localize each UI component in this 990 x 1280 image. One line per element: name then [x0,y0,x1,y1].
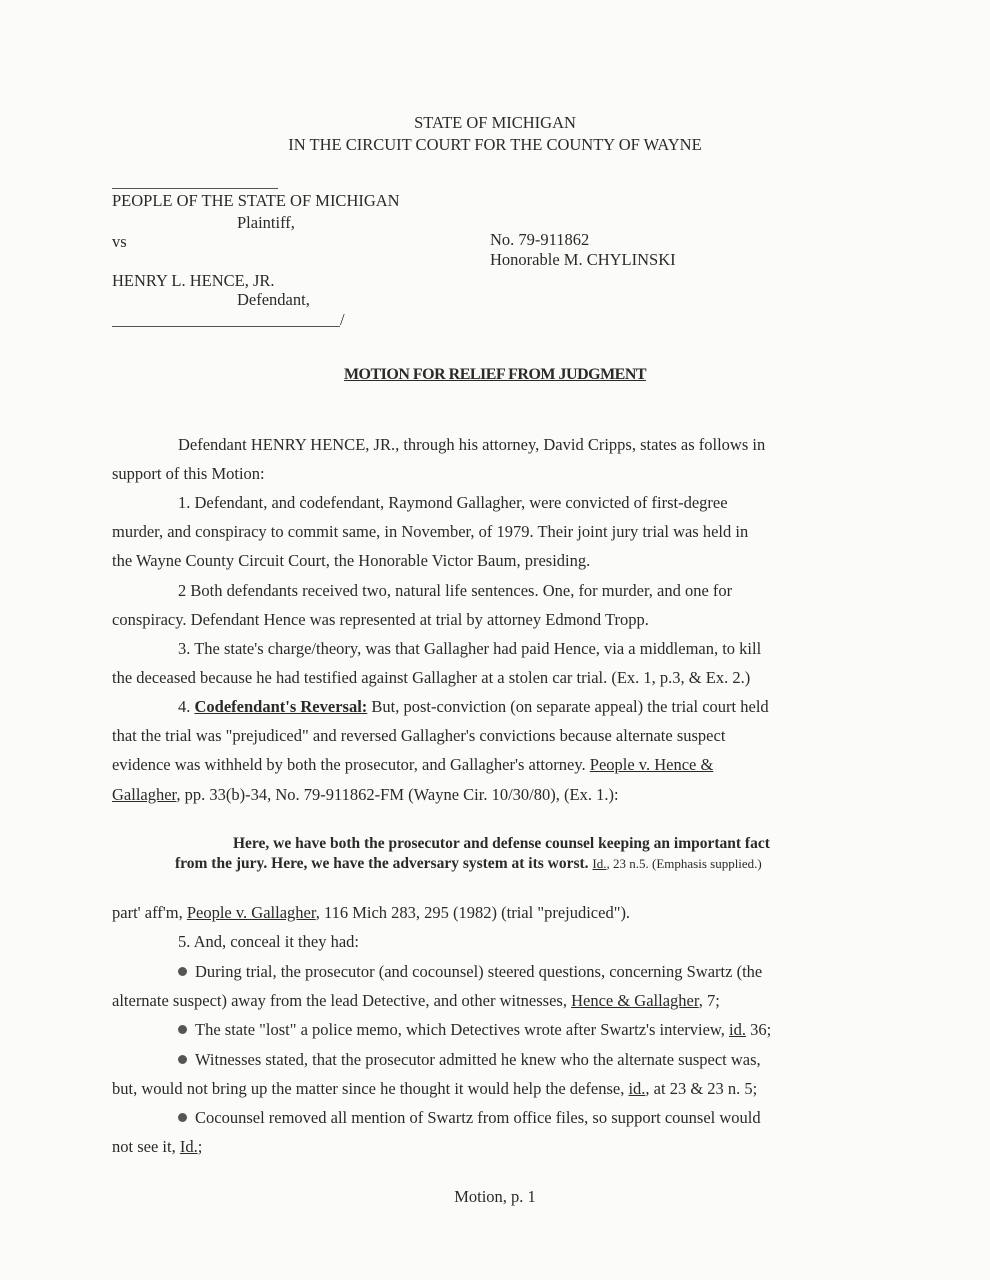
bullet-1-line-2 [112,986,852,1015]
page-footer: Motion, p. 1 [454,1187,536,1206]
p1-line-2: murder, and conspiracy to commit same, in November, of 1979. Their joint jury trial was held in [112,522,749,542]
bullet-icon [178,1055,187,1064]
intro-line-1: Defendant HENRY HENCE, JR., through his attorney, David Cripps, states as follows in [178,435,766,454]
p4-line-2: that the trial was "prejudiced" and reversed Gallagher's convictions because alternate suspect [112,726,726,746]
p3-line-2: the deceased because he had testified against Gallagher at a stolen car trial. (Ex. 1, p.3, & Ex. 2.) [112,668,751,688]
block-quote [175,834,855,874]
bullet-4-line-1 [112,1103,852,1132]
p2-line-2: conspiracy. Defendant Hence was represented at trial by attorney Edmond Tropp. [112,610,649,630]
bullet-3-text-2: but, would not bring up the matter since he thought it would help the defense, [112,1078,629,1098]
bullet-1-citation: Hence & Gallagher [571,991,699,1011]
paragraph-4 [112,692,852,809]
motion-title: MOTION FOR RELIEF FROM JUDGMENT [343,366,647,383]
court-header-state: STATE OF MICHIGAN [414,113,576,132]
bullet-1-text: During trial, the prosecutor (and cocounsel) steered questions, concerning Swartz (the [195,962,763,981]
defendant-name: HENRY L. HENCE, JR. [112,271,275,290]
quote-cite-id: Id. [592,856,607,871]
paragraph-5: 5. And, conceal it they had: [178,932,359,952]
intro-paragraph [112,430,852,488]
p4-line-1-text: But, post-conviction (on separate appeal) the trial court held [367,697,769,716]
caption-slash: / [340,310,345,329]
bullet-2-text: The state "lost" a police memo, which Detectives wrote after Swartz's interview, [195,1020,730,1040]
intro-line-2: support of this Motion: [112,464,265,484]
bullet-4-line-2 [112,1132,852,1161]
bullet-3-text: Witnesses stated, that the prosecutor admitted he knew who the alternate suspect was, [195,1049,761,1069]
bullet-3-text-3: , at 23 & 23 n. 5; [645,1078,758,1098]
paragraph-3 [112,634,852,692]
bullet-3-line-1 [112,1045,852,1074]
bullet-4-citation: Id. [179,1137,198,1157]
caption-bottom-rule [112,326,340,327]
p2-line-1: 2 Both defendants received two, natural life sentences. One, for murder, and one for [178,581,733,600]
court-header [0,112,990,156]
case-number: No. 79-911862 [490,230,590,249]
p4-number: 4. [178,697,191,716]
plaintiff-role: Plaintiff, [237,213,295,232]
bullet-1-line-1 [112,957,852,986]
bullet-2-line-1 [112,1015,852,1044]
after-quote-text-b: , 116 Mich 283, 295 (1982) (trial "prejudiced"). [315,903,631,922]
quote-line-2-text: from the jury. Here, we have the adversary system at its worst. [175,855,589,872]
bullet-3-line-2 [112,1074,852,1103]
court-header-court: IN THE CIRCUIT COURT FOR THE COUNTY OF WAYNE [288,135,702,154]
defendant-role: Defendant, [237,290,310,309]
quote-cite-rest: , 23 n.5. (Emphasis supplied.) [606,856,762,871]
paragraph-1 [112,488,852,576]
quote-line-2 [175,854,855,874]
bullet-icon [178,1113,187,1122]
bullet-4-text: Cocounsel removed all mention of Swartz from office files, so support counsel would [195,1108,761,1128]
p4-line-4-text: , pp. 33(b)-34, No. 79-911862-FM (Wayne Cir. 10/30/80), (Ex. 1.): [176,784,619,804]
p4-line-3-text: evidence was withheld by both the prosecutor, and Gallagher's attorney. [112,755,590,775]
bullet-4-text-2: not see it, [112,1137,180,1157]
p4-line-3 [112,750,852,779]
after-quote-paragraph [112,898,852,956]
after-quote-text-a: part' aff'm, [112,903,187,922]
after-quote-citation: People v. Gallagher [186,903,316,922]
bullet-2-citation: id. [729,1020,746,1040]
judge-name: Honorable M. CHYLINSKI [490,250,676,269]
bullet-4-text-3: ; [197,1137,203,1157]
paragraph-2 [112,576,852,634]
caption-top-rule [112,188,278,189]
p3-line-1: 3. The state's charge/theory, was that Gallagher had paid Hence, via a middleman, to kill [178,639,762,658]
bullet-list [112,957,852,1161]
bullet-3-citation: id. [628,1078,646,1098]
p4-case-citation-1: People v. Hence & [589,755,714,775]
after-quote-line [112,898,852,927]
bullet-1-text-3: , 7; [698,991,720,1011]
p1-line-3: the Wayne County Circuit Court, the Honorable Victor Baum, presiding. [112,551,591,571]
quote-line-1: Here, we have both the prosecutor and defense counsel keeping an important fact [233,835,770,852]
plaintiff-name: PEOPLE OF THE STATE OF MICHIGAN [112,191,400,210]
p1-line-1: 1. Defendant, and codefendant, Raymond Gallagher, were convicted of first-degree [178,493,728,512]
bullet-icon [178,1025,187,1034]
bullet-2-text-2: 36; [746,1020,772,1040]
caption-vs: vs [112,232,127,251]
p4-line-4 [112,780,852,809]
bullet-icon [178,967,187,976]
p4-case-citation-2: Gallagher [112,784,177,804]
p4-heading: Codefendant's Reversal: [194,697,368,716]
bullet-1-text-2: alternate suspect) away from the lead Detective, and other witnesses, [112,991,572,1011]
p4-line-1 [112,692,852,721]
